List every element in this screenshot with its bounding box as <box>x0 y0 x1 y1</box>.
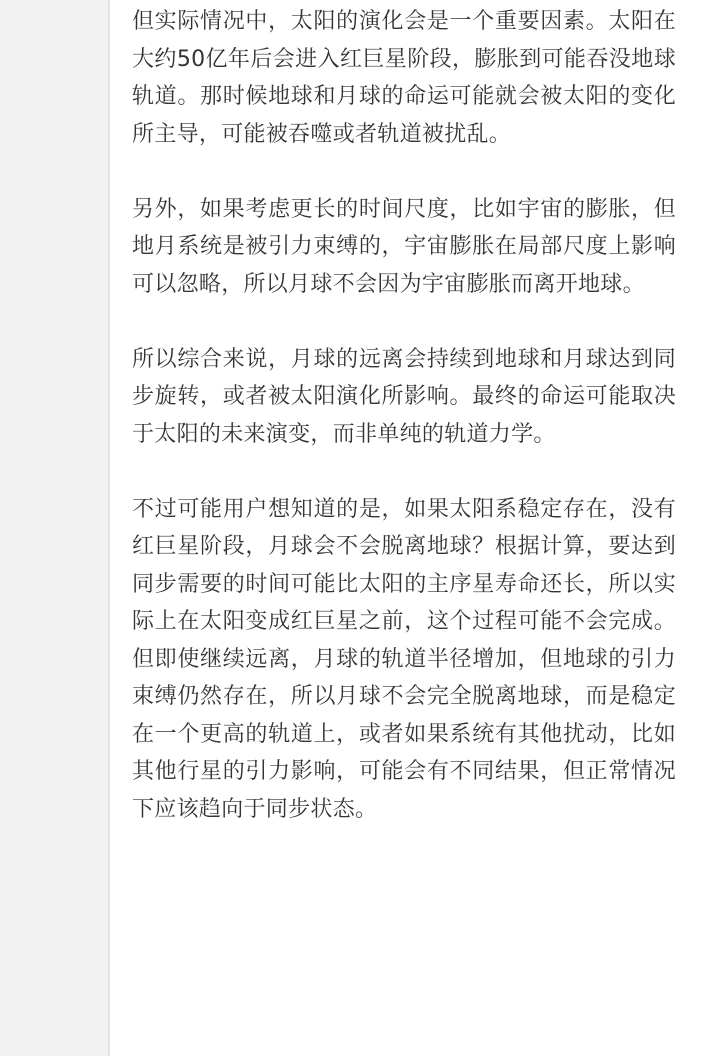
paragraph-summary: 所以综合来说，月球的远离会持续到地球和月球达到同步旋转，或者被太阳演化所影响。最终的命运可能取决于太阳的未来演变，而非单纯的轨道力学。 <box>132 346 676 447</box>
paragraph-stable-system: 不过可能用户想知道的是，如果太阳系稳定存在，没有红巨星阶段，月球会不会脱离地球？根据计算，要达到同步需要的时间可能比太阳的主序星寿命还长，所以实际上在太阳变成红巨星之前，这个过程可能不会完成。但即使继续远离，月球的轨道半径增加，但地球的引力束缚仍然存在，所以月球不会完全脱离地球，而是稳定在一个更高的轨道上，或者如果系统有其他扰动，比如其他行星的引力影响，可能会有不同结果，但正常情况下应该趋向于同步状态。 <box>132 496 676 822</box>
reasoning-text-block <box>132 3 676 828</box>
paragraph-universe-expansion: 另外，如果考虑更长的时间尺度，比如宇宙的膨胀，但地月系统是被引力束缚的，宇宙膨胀在局部尺度上影响可以忽略，所以月球不会因为宇宙膨胀而离开地球。 <box>132 196 676 297</box>
thinking-quote-border <box>108 0 110 1056</box>
paragraph-sun-evolution: 但实际情况中，太阳的演化会是一个重要因素。太阳在大约50亿年后会进入红巨星阶段，膨胀到可能吞没地球轨道。那时候地球和月球的命运可能就会被太阳的变化所主导，可能被吞噬或者轨道被扰乱。 <box>132 9 676 147</box>
left-gutter <box>0 0 108 1056</box>
